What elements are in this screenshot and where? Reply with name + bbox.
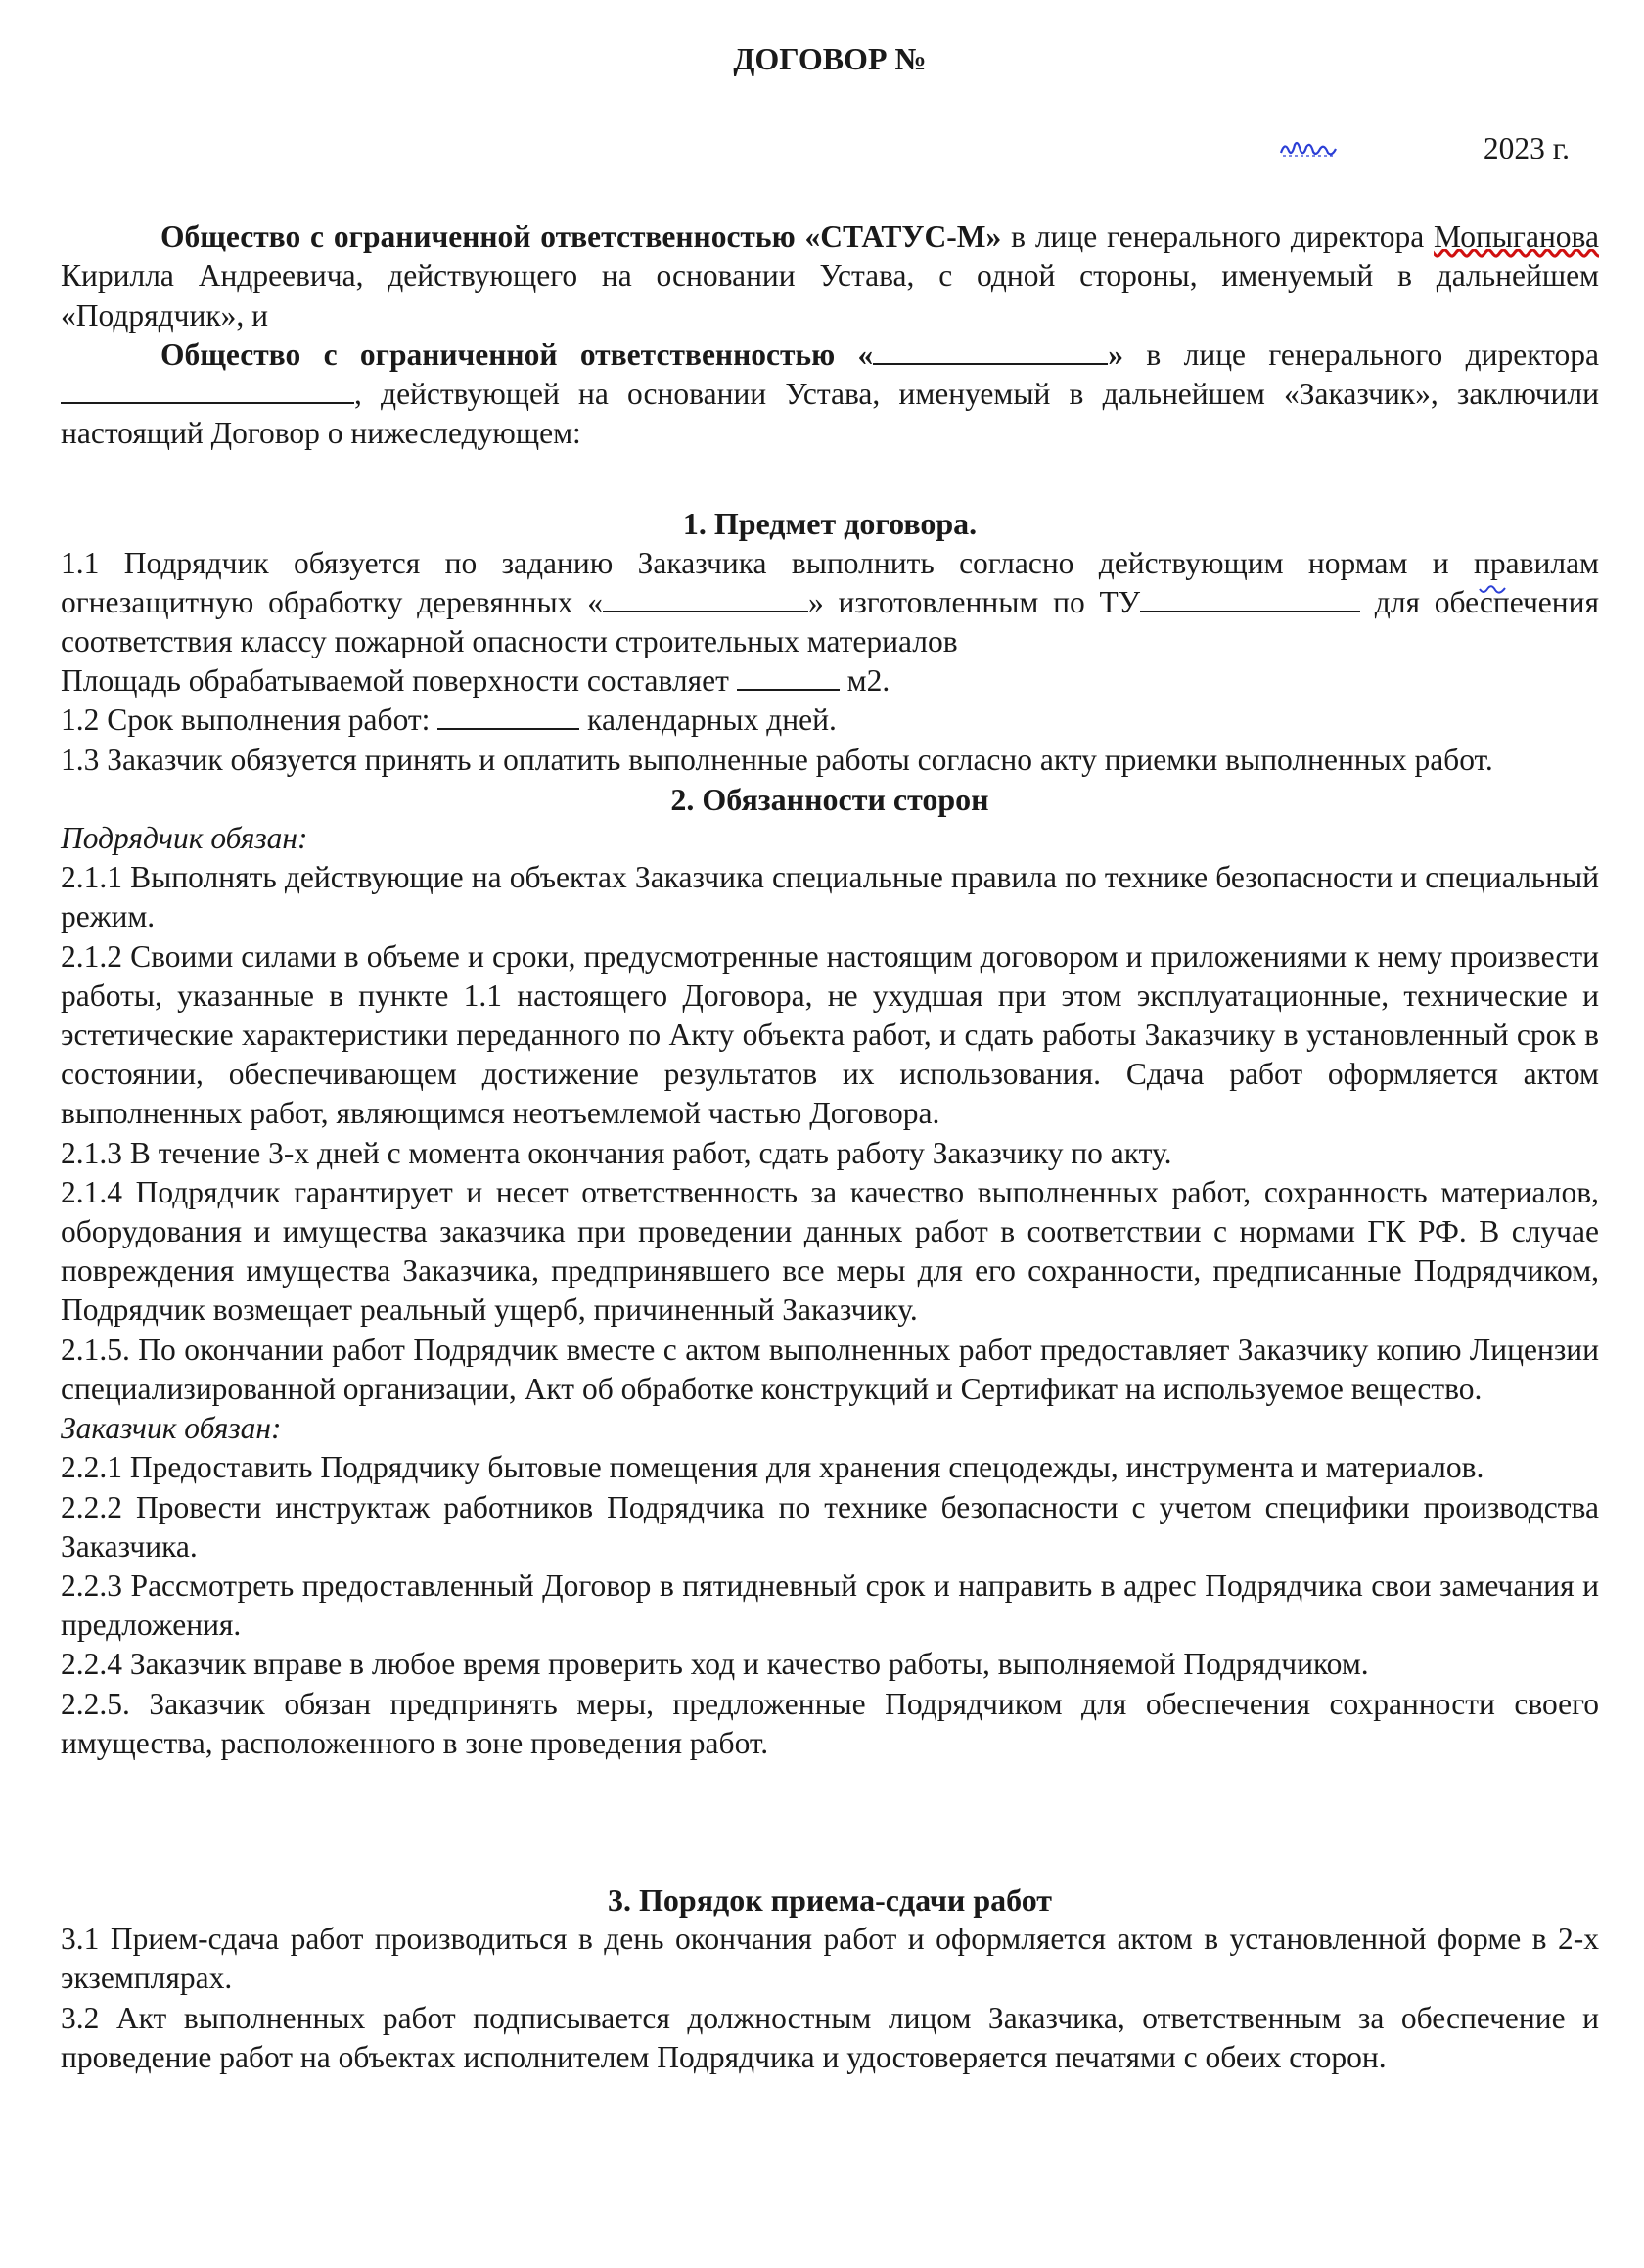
customer-name-blank[interactable] xyxy=(873,336,1108,365)
customer-director-blank[interactable] xyxy=(61,375,354,404)
customer-obligations-label: Заказчик обязан: xyxy=(61,1411,282,1446)
clause-2-2-2: 2.2.2 Провести инструктаж работников Подрядчика по технике безопасности с учетом специфики производства Заказчика. xyxy=(61,1489,1599,1564)
clause-2-2-5: 2.2.5. Заказчик обязан предпринять меры, предложенные Подрядчиком для обеспечения сохранности своего имущества, расположенного в зоне проведения работ. xyxy=(61,1686,1599,1760)
customer-name-prefix: Общество с ограниченной ответственностью « xyxy=(160,337,874,372)
clause-2-1-3: 2.1.3 В течение 3-х дней с момента окончания работ, сдать работу Заказчику по акту. xyxy=(61,1135,1172,1170)
term-blank[interactable] xyxy=(437,701,579,730)
tu-blank[interactable] xyxy=(1140,583,1360,612)
clause-2-1-2: 2.1.2 Своими силами в объеме и сроки, предусмотренные настоящим договором и приложениями к нему произвести работы, указанные в пункте 1.1 настоящего Договора, не ухудшая при этом эксплуатационные, технические и эстетические характеристики переданного по Акту объекта работ, и сдать работы Заказчику в установленный срок в состоянии, обеспечивающем достижение результатов их использования. Сдача работ оформляется актом выполненных работ, являющимся неотъемлемой частью Договора. xyxy=(61,938,1599,1131)
scribble-mark-icon xyxy=(1478,583,1507,597)
party-contractor: Общество с ограниченной ответственностью «СТАТУС-М» в лице генерального директора Мопыганова Кирилла Андреевича, действующего на основании Устава, с одной стороны, именуемый в дальнейшем «Подрядчик», и xyxy=(61,219,1599,333)
document-title: ДОГОВОР № xyxy=(733,41,927,76)
section-2-heading: 2. Обязанности сторон xyxy=(670,781,989,817)
handwritten-mark-icon xyxy=(1279,137,1338,159)
clause-3-1: 3.1 Прием-сдача работ производиться в день окончания работ и оформляется актом в установленной форме в 2-х экземплярах. xyxy=(61,1922,1599,1996)
section-3-heading: 3. Порядок приема-сдачи работ xyxy=(608,1882,1052,1918)
contract-page xyxy=(61,39,1599,2077)
object-blank[interactable] xyxy=(603,583,808,612)
clause-2-2-1: 2.2.1 Предоставить Подрядчику бытовые помещения для хранения спецодежды, инструмента и материалов. xyxy=(61,1450,1484,1485)
clause-2-2-3: 2.2.3 Рассмотреть предоставленный Договор в пятидневный срок и направить в адрес Подрядчика свои замечания и предложения. xyxy=(61,1567,1599,1643)
clause-2-1-5: 2.1.5. По окончании работ Подрядчик вместе с актом выполненных работ предоставляет Заказчику копию Лицензии специализированной организации, Акт об обработке конструкций и Сертификат на используемое вещество. xyxy=(61,1332,1599,1406)
clause-2-1-4: 2.1.4 Подрядчик гарантирует и несет ответственность за качество выполненных работ, сохранность материалов, оборудования и имущества заказчика при проведении данных работ в соответствии с нормами ГК РФ. В случае повреждения имущества Заказчика, предпринявшего все меры для его сохранности, предписанные Подрядчиком, Подрядчик возмещает реальный ущерб, причиненный Заказчику. xyxy=(61,1174,1599,1328)
clause-area: Площадь обрабатываемой поверхности составляет м2. xyxy=(61,663,890,699)
clause-2-1-1: 2.1.1 Выполнять действующие на объектах Заказчика специальные правила по технике безопасности и специальный режим. xyxy=(61,860,1599,934)
director-surname: Мопыганова xyxy=(1434,219,1599,254)
clause-1-3: 1.3 Заказчик обязуется принять и оплатить выполненные работы согласно акту приемки выполненных работ. xyxy=(61,742,1493,777)
clause-1-1: 1.1 Подрядчик обязуется по заданию Заказчика выполнить согласно действующим нормам и правилам огнезащитную обработку деревянных « » изготовленным по ТУ для обеспечения соответствия классу пожарной опасности строительных материалов xyxy=(61,545,1599,659)
contractor-obligations-label: Подрядчик обязан: xyxy=(61,821,308,856)
clause-3-2: 3.2 Акт выполненных работ подписывается должностным лицом Заказчика, ответственным за обеспечение и проведение работ на объектах исполнителем Подрядчика и удостоверяется печатями с обеих сторон. xyxy=(61,2000,1599,2074)
section-1-heading: 1. Предмет договора. xyxy=(682,506,978,542)
clause-1-2: 1.2 Срок выполнения работ: календарных дней. xyxy=(61,703,837,738)
party-customer: Общество с ограниченной ответственностью « » в лице генерального директора, действующей на основании Устава, именуемый в дальнейшем «Заказчик», заключили настоящий Договор о нижеследующем: xyxy=(61,337,1599,451)
area-blank[interactable] xyxy=(737,661,840,691)
contractor-name: Общество с ограниченной ответственностью «СТАТУС-М» xyxy=(160,219,1002,254)
clause-2-2-4: 2.2.4 Заказчик вправе в любое время проверить ход и качество работы, выполняемой Подрядчиком. xyxy=(61,1647,1369,1682)
date-year: 2023 г. xyxy=(1483,131,1570,166)
date-line xyxy=(61,129,1599,168)
